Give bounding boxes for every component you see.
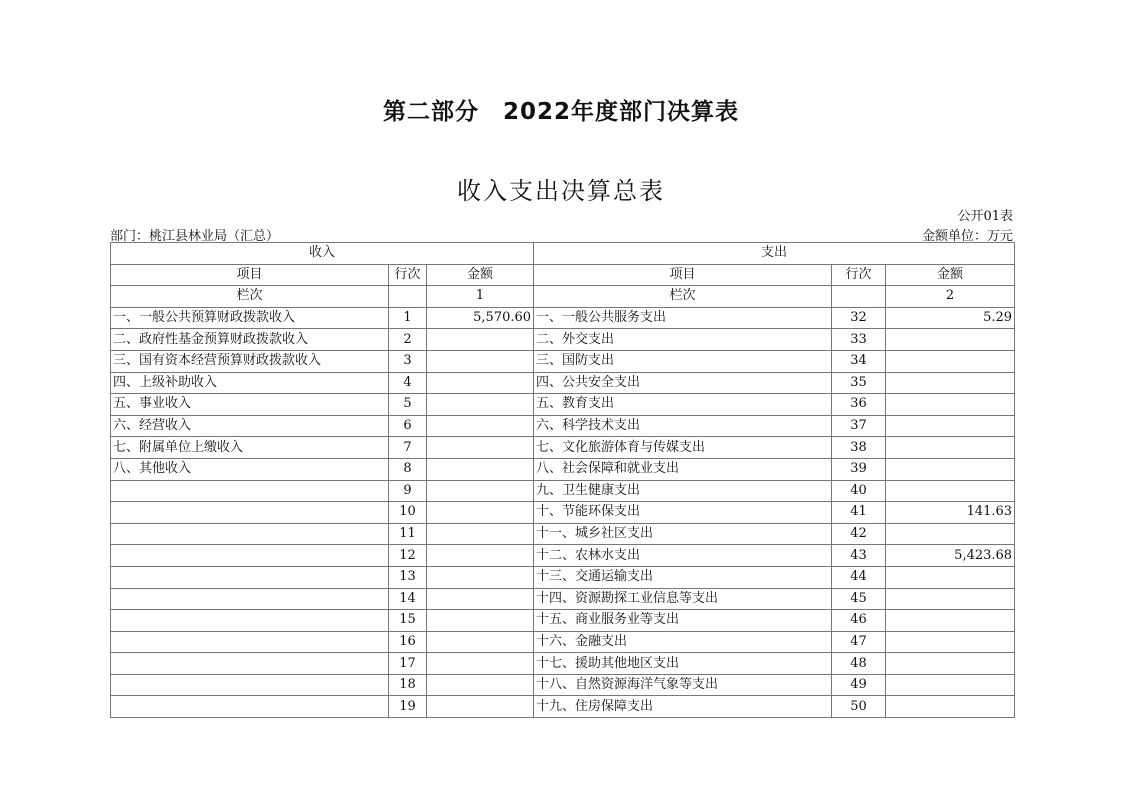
table-row bbox=[111, 502, 1015, 524]
expense-line-header: 行次 bbox=[832, 264, 886, 286]
expense-amount-cell bbox=[886, 458, 1015, 480]
income-line-cell: 2 bbox=[389, 329, 427, 351]
income-line-cell: 17 bbox=[389, 653, 427, 675]
expense-amount-cell bbox=[886, 696, 1015, 718]
expense-amount-cell bbox=[886, 610, 1015, 632]
income-item-cell bbox=[111, 545, 389, 567]
table-body bbox=[111, 307, 1015, 717]
expense-item-cell: 八、社会保障和就业支出 bbox=[534, 458, 832, 480]
income-item-cell bbox=[111, 480, 389, 502]
income-item-cell: 七、附属单位上缴收入 bbox=[111, 437, 389, 459]
income-amount-cell bbox=[427, 502, 534, 524]
income-amount-header: 金额 bbox=[427, 264, 534, 286]
income-line-cell: 10 bbox=[389, 502, 427, 524]
expense-line-cell: 41 bbox=[832, 502, 886, 524]
department-label: 部门：桃江县林业局（汇总） bbox=[110, 229, 280, 244]
expense-item-cell: 十二、农林水支出 bbox=[534, 545, 832, 567]
income-amount-cell bbox=[427, 674, 534, 696]
expense-group-header: 支出 bbox=[534, 243, 1015, 265]
expense-item-cell: 七、文化旅游体育与传媒支出 bbox=[534, 437, 832, 459]
expense-column-label: 栏次 bbox=[534, 286, 832, 308]
income-line-header: 行次 bbox=[389, 264, 427, 286]
expense-item-cell: 五、教育支出 bbox=[534, 394, 832, 416]
expense-amount-cell bbox=[886, 329, 1015, 351]
table-row bbox=[111, 480, 1015, 502]
table-row bbox=[111, 696, 1015, 718]
income-amount-cell bbox=[427, 653, 534, 675]
expense-line-cell: 44 bbox=[832, 566, 886, 588]
income-amount-cell bbox=[427, 394, 534, 416]
income-item-cell bbox=[111, 653, 389, 675]
expense-amount-cell bbox=[886, 415, 1015, 437]
income-item-cell: 五、事业收入 bbox=[111, 394, 389, 416]
income-amount-cell bbox=[427, 523, 534, 545]
expense-item-cell: 十六、金融支出 bbox=[534, 631, 832, 653]
income-line-cell: 16 bbox=[389, 631, 427, 653]
income-column-number: 1 bbox=[427, 286, 534, 308]
expense-item-cell: 十七、援助其他地区支出 bbox=[534, 653, 832, 675]
income-amount-cell bbox=[427, 610, 534, 632]
table-row bbox=[111, 415, 1015, 437]
expense-line-cell: 35 bbox=[832, 372, 886, 394]
expense-amount-cell bbox=[886, 394, 1015, 416]
income-line-cell: 11 bbox=[389, 523, 427, 545]
income-line-cell: 6 bbox=[389, 415, 427, 437]
expense-item-cell: 十四、资源勘探工业信息等支出 bbox=[534, 588, 832, 610]
expense-column-number: 2 bbox=[886, 286, 1015, 308]
group-header-row bbox=[111, 243, 1015, 265]
expense-item-header: 项目 bbox=[534, 264, 832, 286]
table-row bbox=[111, 631, 1015, 653]
table-row bbox=[111, 329, 1015, 351]
table-row bbox=[111, 588, 1015, 610]
income-amount-cell bbox=[427, 696, 534, 718]
table-row bbox=[111, 523, 1015, 545]
income-amount-cell bbox=[427, 480, 534, 502]
income-amount-cell bbox=[427, 329, 534, 351]
income-amount-cell bbox=[427, 631, 534, 653]
income-line-cell: 9 bbox=[389, 480, 427, 502]
expense-item-cell: 二、外交支出 bbox=[534, 329, 832, 351]
expense-line-cell: 40 bbox=[832, 480, 886, 502]
expense-line-cell: 42 bbox=[832, 523, 886, 545]
budget-summary-table bbox=[110, 242, 1015, 718]
income-line-cell: 12 bbox=[389, 545, 427, 567]
income-line-blank bbox=[389, 286, 427, 308]
income-line-cell: 13 bbox=[389, 566, 427, 588]
expense-amount-header: 金额 bbox=[886, 264, 1015, 286]
unit-label: 金额单位：万元 bbox=[921, 229, 1013, 244]
expense-line-cell: 49 bbox=[832, 674, 886, 696]
expense-item-cell: 十一、城乡社区支出 bbox=[534, 523, 832, 545]
expense-item-cell: 九、卫生健康支出 bbox=[534, 480, 832, 502]
income-line-cell: 5 bbox=[389, 394, 427, 416]
income-amount-cell bbox=[427, 566, 534, 588]
income-amount-cell bbox=[427, 437, 534, 459]
column-header-row bbox=[111, 264, 1015, 286]
income-amount-cell bbox=[427, 415, 534, 437]
income-line-cell: 15 bbox=[389, 610, 427, 632]
expense-line-cell: 48 bbox=[832, 653, 886, 675]
income-item-cell: 三、国有资本经营预算财政拨款收入 bbox=[111, 350, 389, 372]
income-item-header: 项目 bbox=[111, 264, 389, 286]
table-row bbox=[111, 610, 1015, 632]
expense-line-cell: 36 bbox=[832, 394, 886, 416]
expense-line-cell: 32 bbox=[832, 307, 886, 329]
expense-amount-cell bbox=[886, 350, 1015, 372]
expense-line-cell: 50 bbox=[832, 696, 886, 718]
expense-line-cell: 34 bbox=[832, 350, 886, 372]
table-row bbox=[111, 437, 1015, 459]
expense-amount-cell bbox=[886, 566, 1015, 588]
table-row bbox=[111, 653, 1015, 675]
column-number-row bbox=[111, 286, 1015, 308]
expense-amount-cell bbox=[886, 523, 1015, 545]
table-row bbox=[111, 458, 1015, 480]
expense-amount-cell bbox=[886, 437, 1015, 459]
income-item-cell bbox=[111, 523, 389, 545]
table-row bbox=[111, 545, 1015, 567]
income-line-cell: 18 bbox=[389, 674, 427, 696]
income-column-label: 栏次 bbox=[111, 286, 389, 308]
expense-item-cell: 十八、自然资源海洋气象等支出 bbox=[534, 674, 832, 696]
income-item-cell: 一、一般公共预算财政拨款收入 bbox=[111, 307, 389, 329]
expense-line-cell: 43 bbox=[832, 545, 886, 567]
expense-amount-cell bbox=[886, 372, 1015, 394]
income-line-cell: 19 bbox=[389, 696, 427, 718]
income-group-header: 收入 bbox=[111, 243, 534, 265]
expense-amount-cell: 5,423.68 bbox=[886, 545, 1015, 567]
income-item-cell bbox=[111, 696, 389, 718]
income-amount-cell bbox=[427, 458, 534, 480]
expense-line-cell: 38 bbox=[832, 437, 886, 459]
expense-item-cell: 十、节能环保支出 bbox=[534, 502, 832, 524]
income-item-cell bbox=[111, 610, 389, 632]
expense-item-cell: 一、一般公共服务支出 bbox=[534, 307, 832, 329]
expense-amount-cell bbox=[886, 653, 1015, 675]
expense-amount-cell bbox=[886, 674, 1015, 696]
income-amount-cell: 5,570.60 bbox=[427, 307, 534, 329]
table-row bbox=[111, 394, 1015, 416]
income-amount-cell bbox=[427, 372, 534, 394]
income-item-cell bbox=[111, 631, 389, 653]
income-amount-cell bbox=[427, 588, 534, 610]
income-line-cell: 4 bbox=[389, 372, 427, 394]
expense-line-cell: 33 bbox=[832, 329, 886, 351]
income-amount-cell bbox=[427, 350, 534, 372]
income-amount-cell bbox=[427, 545, 534, 567]
part-title: 第二部分 2022年度部门决算表 bbox=[382, 99, 739, 125]
expense-amount-cell: 141.63 bbox=[886, 502, 1015, 524]
income-item-cell bbox=[111, 502, 389, 524]
table-row bbox=[111, 307, 1015, 329]
table-row bbox=[111, 674, 1015, 696]
income-item-cell: 二、政府性基金预算财政拨款收入 bbox=[111, 329, 389, 351]
income-line-cell: 7 bbox=[389, 437, 427, 459]
income-line-cell: 3 bbox=[389, 350, 427, 372]
table-row bbox=[111, 372, 1015, 394]
income-item-cell bbox=[111, 588, 389, 610]
expense-amount-cell bbox=[886, 480, 1015, 502]
expense-item-cell: 十九、住房保障支出 bbox=[534, 696, 832, 718]
form-code: 公开01表 bbox=[957, 209, 1013, 224]
expense-item-cell: 六、科学技术支出 bbox=[534, 415, 832, 437]
expense-item-cell: 十三、交通运输支出 bbox=[534, 566, 832, 588]
expense-line-blank bbox=[832, 286, 886, 308]
income-line-cell: 14 bbox=[389, 588, 427, 610]
income-item-cell: 六、经营收入 bbox=[111, 415, 389, 437]
income-line-cell: 1 bbox=[389, 307, 427, 329]
income-line-cell: 8 bbox=[389, 458, 427, 480]
expense-item-cell: 四、公共安全支出 bbox=[534, 372, 832, 394]
income-item-cell: 八、其他收入 bbox=[111, 458, 389, 480]
table-row bbox=[111, 350, 1015, 372]
table-row bbox=[111, 566, 1015, 588]
table-title: 收入支出决算总表 bbox=[457, 177, 665, 205]
expense-line-cell: 37 bbox=[832, 415, 886, 437]
expense-line-cell: 39 bbox=[832, 458, 886, 480]
expense-line-cell: 47 bbox=[832, 631, 886, 653]
expense-amount-cell bbox=[886, 631, 1015, 653]
expense-amount-cell: 5.29 bbox=[886, 307, 1015, 329]
income-item-cell: 四、上级补助收入 bbox=[111, 372, 389, 394]
expense-item-cell: 三、国防支出 bbox=[534, 350, 832, 372]
expense-line-cell: 45 bbox=[832, 588, 886, 610]
income-item-cell bbox=[111, 674, 389, 696]
income-item-cell bbox=[111, 566, 389, 588]
expense-line-cell: 46 bbox=[832, 610, 886, 632]
expense-item-cell: 十五、商业服务业等支出 bbox=[534, 610, 832, 632]
expense-amount-cell bbox=[886, 588, 1015, 610]
